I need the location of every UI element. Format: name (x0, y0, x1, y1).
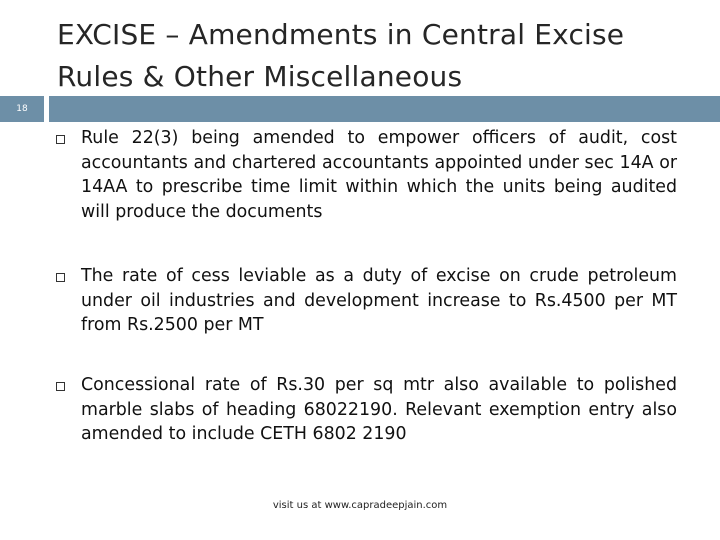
footer-link[interactable]: visit us at www.capradeepjain.com (272, 500, 448, 511)
slide-title: EXCISE – Amendments in Central Excise Rules & Other Miscellaneous (57, 18, 625, 93)
bullet-text: The rate of cess leviable as a duty of excise on crude petroleum under oil industries and development increase to Rs.4500 per MT from Rs.2500 per MT (81, 266, 677, 335)
slide-number-block (0, 96, 44, 122)
left-margin-bar (0, 0, 44, 92)
slide-number: 18 (16, 104, 28, 114)
square-bullet-icon (56, 273, 65, 282)
square-bullet-icon (56, 382, 65, 391)
bullet-text: Rule 22(3) being amended to empower officers of audit, cost accountants and chartered accountants appointed under sec 14A or 14AA to prescribe time limit within which the units being audited will produce the documents (81, 128, 677, 222)
title-band (49, 96, 720, 122)
square-bullet-icon (56, 135, 65, 144)
bullet-text: Concessional rate of Rs.30 per sq mtr also available to polished marble slabs of heading 68022190. Relevant exemption entry also amended to include CETH 6802 2190 (81, 375, 677, 444)
